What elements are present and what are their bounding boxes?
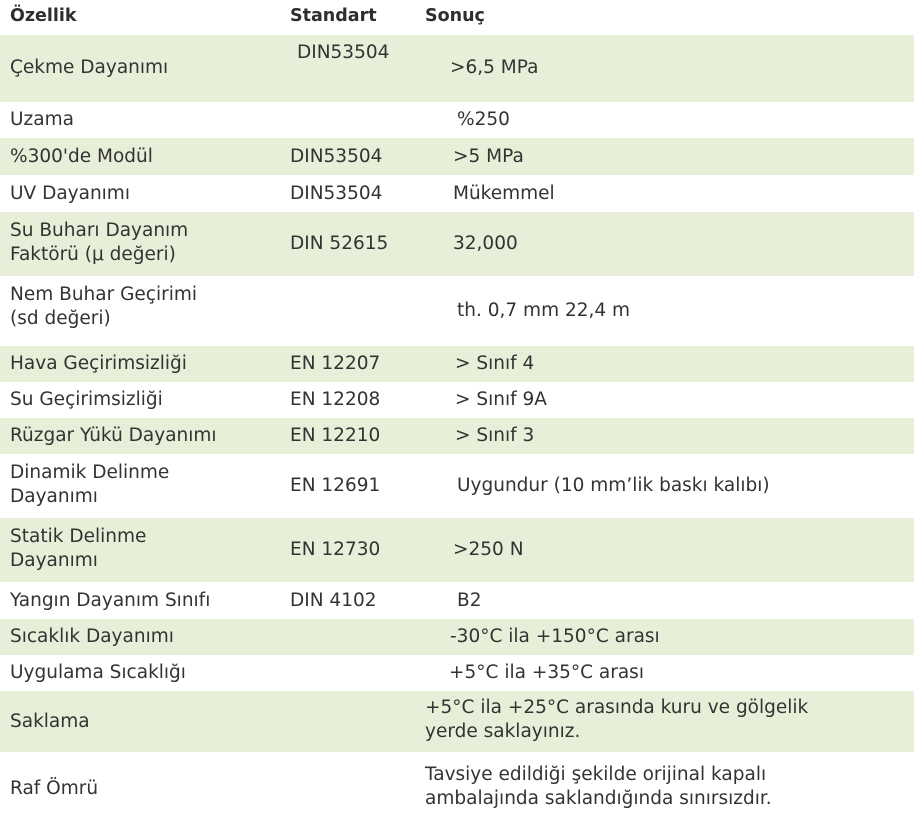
cell-result: +5°C ila +35°C arası xyxy=(449,662,644,683)
cell-property: Yangın Dayanım Sınıfı xyxy=(10,589,211,611)
cell-property: Hava Geçirimsizliği xyxy=(10,353,187,374)
cell-result-line: +5°C ila +25°C arasında kuru ve gölgelik xyxy=(425,697,809,718)
cell-property: %300'de Modül xyxy=(10,145,153,167)
cell-result: B2 xyxy=(457,589,482,611)
header-standard: Standart xyxy=(290,6,377,26)
header-property: Özellik xyxy=(10,6,77,26)
cell-property xyxy=(10,461,169,509)
cell-property: Sıcaklık Dayanımı xyxy=(10,626,174,647)
table-row xyxy=(0,691,914,752)
cell-standard: DIN 52615 xyxy=(290,233,389,254)
cell-standard: EN 12210 xyxy=(290,425,381,446)
cell-result: 32,000 xyxy=(453,233,518,254)
cell-standard: DIN53504 xyxy=(290,145,383,167)
table-row xyxy=(0,418,914,454)
cell-property: Saklama xyxy=(10,710,90,732)
cell-result: > Sınıf 4 xyxy=(455,353,535,374)
cell-property: Uygulama Sıcaklığı xyxy=(10,662,186,683)
table-row xyxy=(0,655,914,691)
cell-property: Su Geçirimsizliği xyxy=(10,389,163,410)
cell-result-line: yerde saklayınız. xyxy=(425,721,581,742)
cell-standard: DIN53504 xyxy=(297,42,390,63)
cell-result: >5 MPa xyxy=(453,145,524,167)
table-row xyxy=(0,102,914,138)
cell-result: >250 N xyxy=(453,539,524,560)
cell-property-line: Statik Delinme xyxy=(10,526,147,547)
cell-result xyxy=(425,763,772,811)
table-row xyxy=(0,346,914,382)
cell-property-line: Dayanımı xyxy=(10,550,98,571)
cell-result: >6,5 MPa xyxy=(450,57,539,78)
table-row xyxy=(0,518,914,582)
cell-property xyxy=(10,525,146,573)
cell-standard: EN 12691 xyxy=(290,475,381,496)
cell-property: Raf Ömrü xyxy=(10,778,99,799)
table-row xyxy=(0,752,914,826)
table-row xyxy=(0,276,914,346)
cell-property-line: Dayanımı xyxy=(10,486,98,507)
cell-result: > Sınıf 3 xyxy=(455,425,535,446)
table-row xyxy=(0,382,914,418)
cell-property-line: Su Buharı Dayanım xyxy=(10,220,189,241)
cell-standard: EN 12208 xyxy=(290,389,381,410)
cell-property-line: (sd değeri) xyxy=(10,308,111,329)
cell-standard: DIN 4102 xyxy=(290,589,377,611)
cell-standard: EN 12207 xyxy=(290,353,381,374)
cell-result: th. 0,7 mm 22,4 m xyxy=(457,300,631,321)
cell-result: Mükemmel xyxy=(453,182,555,204)
table-row xyxy=(0,454,914,518)
cell-result: %250 xyxy=(457,109,510,130)
cell-result: Uygundur (10 mm’lik baskı kalıbı) xyxy=(457,475,770,496)
cell-property-line: Faktörü (μ değeri) xyxy=(10,244,176,265)
cell-property: Çekme Dayanımı xyxy=(10,57,169,78)
cell-property xyxy=(10,283,197,331)
table-row xyxy=(0,138,914,175)
cell-property: Uzama xyxy=(10,109,74,130)
cell-property-line: Nem Buhar Geçirimi xyxy=(10,284,198,305)
table-row xyxy=(0,582,914,619)
cell-standard: DIN53504 xyxy=(290,182,383,204)
table-row xyxy=(0,212,914,276)
table-row xyxy=(0,175,914,212)
cell-property: UV Dayanımı xyxy=(10,182,130,204)
table-row xyxy=(0,619,914,655)
cell-standard: EN 12730 xyxy=(290,539,381,560)
cell-property-line: Dinamik Delinme xyxy=(10,462,170,483)
cell-result: -30°C ila +150°C arası xyxy=(450,626,660,647)
header-result: Sonuç xyxy=(425,6,485,26)
cell-property xyxy=(10,219,188,267)
cell-result-line: Tavsiye edildiği şekilde orijinal kapalı xyxy=(425,764,767,785)
cell-result: > Sınıf 9A xyxy=(455,389,547,410)
cell-result xyxy=(425,696,808,744)
cell-property: Rüzgar Yükü Dayanımı xyxy=(10,425,217,446)
cell-result-line: ambalajında saklandığında sınırsızdır. xyxy=(425,788,772,809)
table-row xyxy=(0,35,914,102)
table-header xyxy=(0,0,914,35)
